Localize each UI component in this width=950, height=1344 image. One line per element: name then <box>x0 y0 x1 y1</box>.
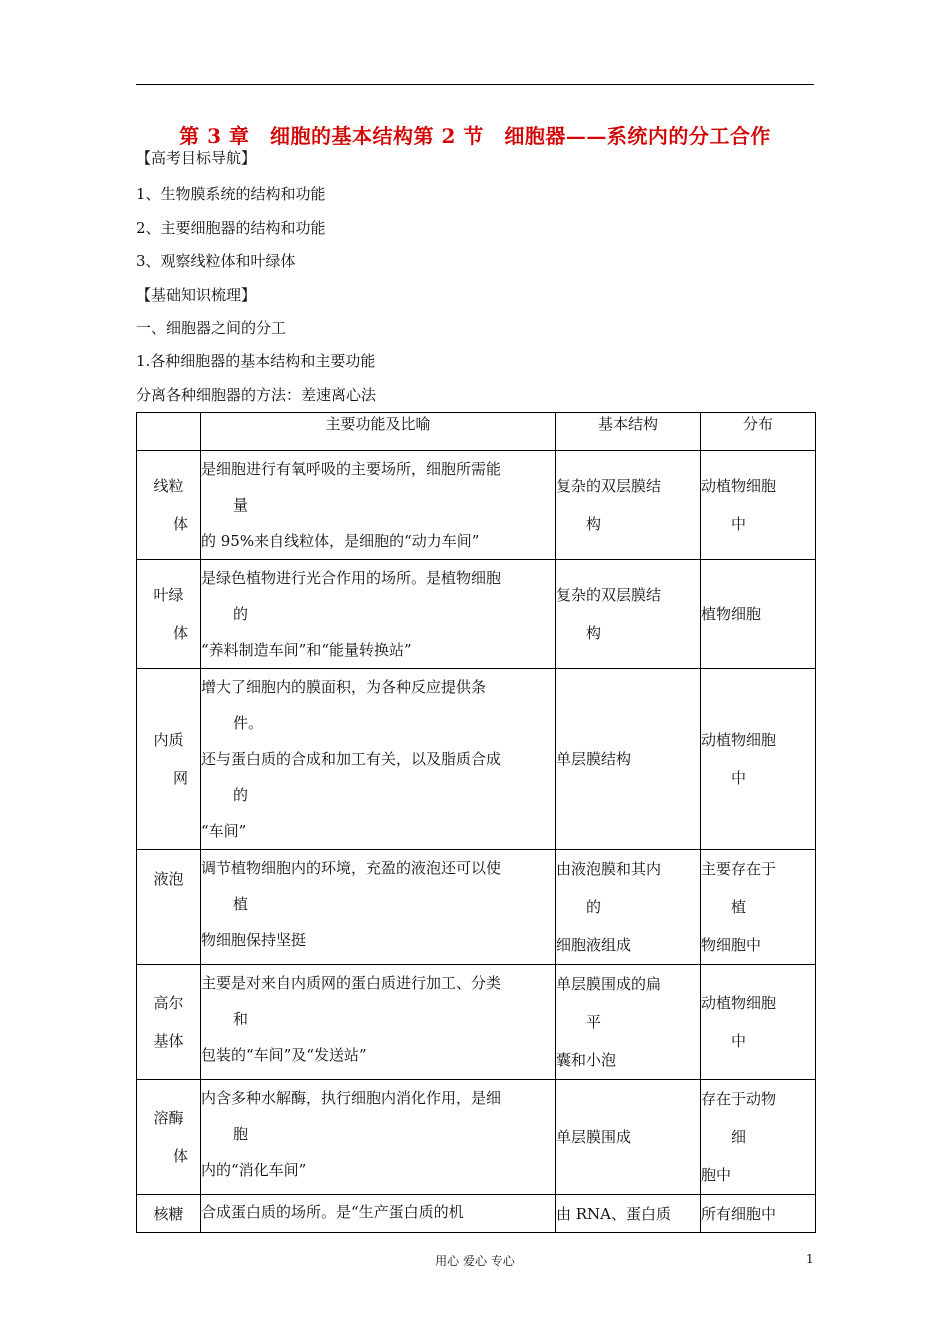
goal-item-2: 2、主要细胞器的结构和功能 <box>136 219 326 237</box>
organelle-distribution <box>701 451 816 560</box>
name-line: 叶绿 <box>153 586 184 604</box>
name-line: 高尔 <box>153 994 184 1012</box>
struct-line: 囊和小泡 <box>556 1051 617 1069</box>
func-line: 胞 <box>233 1125 249 1143</box>
organelle-function <box>201 1080 556 1195</box>
struct-line: 单层膜围成 <box>556 1128 632 1146</box>
struct-line: 平 <box>586 1013 602 1031</box>
struct-line: 细胞液组成 <box>556 936 632 954</box>
organelle-function <box>201 451 556 560</box>
name-line: 网 <box>172 769 188 787</box>
organelle-name <box>137 1080 201 1195</box>
func-line: 是绿色植物进行光合作用的场所。是植物细胞 <box>201 569 502 587</box>
func-line: 件。 <box>233 714 264 732</box>
dist-line: 动植物细胞 <box>701 731 777 749</box>
page-footer: 用心 爱心 专心 <box>435 1254 515 1268</box>
table-row <box>137 1195 816 1233</box>
dist-line: 中 <box>731 769 747 787</box>
name-line: 体 <box>172 515 188 533</box>
header-function: 主要功能及比喻 <box>201 413 556 451</box>
dist-line: 细 <box>731 1128 747 1146</box>
organelle-distribution <box>701 1195 816 1233</box>
func-line: 还与蛋白质的合成和加工有关，以及脂质合成 <box>201 750 502 768</box>
organelle-name <box>137 965 201 1080</box>
func-line: 是细胞进行有氧呼吸的主要场所，细胞所需能 <box>201 460 502 478</box>
organelle-distribution <box>701 850 816 965</box>
section-heading-basics: 【基础知识梳理】 <box>136 286 257 304</box>
struct-line: 单层膜围成的扁 <box>556 975 662 993</box>
subsection-heading: 一、细胞器之间的分工 <box>136 319 287 337</box>
dist-line: 主要存在于 <box>701 860 777 878</box>
organelle-structure <box>556 669 701 850</box>
organelle-structure <box>556 1080 701 1195</box>
organelle-function <box>201 965 556 1080</box>
table-row <box>137 1080 816 1195</box>
table-row <box>137 560 816 669</box>
organelle-structure <box>556 1195 701 1233</box>
dist-line: 动植物细胞 <box>701 477 777 495</box>
dist-line: 植物细胞 <box>701 605 762 623</box>
dist-line: 存在于动物 <box>701 1090 777 1108</box>
subsection-item: 1.各种细胞器的基本结构和主要功能 <box>136 352 376 370</box>
func-line: 调节植物细胞内的环境，充盈的液泡还可以使 <box>201 859 502 877</box>
func-line: 物细胞保持坚挺 <box>201 931 307 949</box>
name-line: 核糖 <box>153 1204 184 1223</box>
organelle-function <box>201 669 556 850</box>
organelle-name <box>137 1195 201 1233</box>
func-line: 的 <box>233 786 249 804</box>
table-row <box>137 669 816 850</box>
dist-line: 胞中 <box>701 1166 732 1184</box>
dist-line: 物细胞中 <box>701 936 762 954</box>
organelle-name <box>137 850 201 965</box>
name-line: 内质 <box>153 731 184 749</box>
organelle-distribution <box>701 1080 816 1195</box>
struct-line: 构 <box>586 515 602 533</box>
name-line: 溶酶 <box>153 1109 184 1127</box>
table-row <box>137 451 816 560</box>
func-line: 包装的“车间”及“发送站” <box>201 1046 367 1064</box>
func-line: 和 <box>233 1010 249 1028</box>
struct-line: 复杂的双层膜结 <box>556 477 662 495</box>
dist-line: 动植物细胞 <box>701 994 777 1012</box>
func-line: 植 <box>233 895 249 913</box>
organelle-structure <box>556 451 701 560</box>
func-line: 合成蛋白质的场所。是“生产蛋白质的机 <box>201 1203 464 1221</box>
header-structure: 基本结构 <box>556 413 701 451</box>
name-line: 线粒 <box>153 477 184 495</box>
struct-line: 由 RNA、蛋白质 <box>556 1204 672 1223</box>
page-title: 第 3 章 细胞的基本结构第 2 节 细胞器——系统内的分工合作 <box>179 124 771 148</box>
func-line: 内含多种水解酶，执行细胞内消化作用，是细 <box>201 1089 502 1107</box>
organelle-distribution <box>701 560 816 669</box>
goal-item-3: 3、观察线粒体和叶绿体 <box>136 252 296 270</box>
organelle-name <box>137 560 201 669</box>
struct-line: 由液泡膜和其内 <box>556 860 662 878</box>
header-distribution: 分布 <box>701 413 816 451</box>
struct-line: 复杂的双层膜结 <box>556 586 662 604</box>
organelle-structure <box>556 965 701 1080</box>
name-line: 基体 <box>153 1032 184 1050</box>
page-number: 1 <box>806 1252 814 1266</box>
struct-line: 的 <box>586 898 602 916</box>
organelle-name <box>137 451 201 560</box>
organelle-function <box>201 850 556 965</box>
func-line: 增大了细胞内的膜面积，为各种反应提供条 <box>201 678 487 696</box>
organelle-table <box>136 412 816 1233</box>
organelle-structure <box>556 560 701 669</box>
struct-line: 单层膜结构 <box>556 750 632 768</box>
struct-line: 构 <box>586 624 602 642</box>
organelle-function <box>201 560 556 669</box>
func-line: 量 <box>233 496 249 514</box>
func-line: 主要是对来自内质网的蛋白质进行加工、分类 <box>201 974 502 992</box>
dist-line: 中 <box>731 1032 747 1050</box>
func-line: “车间” <box>201 822 247 840</box>
name-line: 液泡 <box>153 870 184 888</box>
header-rule <box>136 84 814 85</box>
organelle-structure <box>556 850 701 965</box>
organelle-distribution <box>701 965 816 1080</box>
section-heading-goals: 【高考目标导航】 <box>136 149 257 167</box>
table-row <box>137 965 816 1080</box>
organelle-name <box>137 669 201 850</box>
func-line: 的 <box>233 605 249 623</box>
table-row <box>137 850 816 965</box>
separation-method: 分离各种细胞器的方法：差速离心法 <box>136 386 377 404</box>
func-line: “养料制造车间”和“能量转换站” <box>201 641 412 659</box>
func-line: 内的“消化车间” <box>201 1161 307 1179</box>
table-header-row <box>137 413 816 451</box>
organelle-function <box>201 1195 556 1233</box>
organelle-distribution <box>701 669 816 850</box>
dist-line: 中 <box>731 515 747 533</box>
header-blank <box>137 413 201 451</box>
name-line: 体 <box>172 1147 188 1165</box>
dist-line: 所有细胞中 <box>701 1204 777 1223</box>
goal-item-1: 1、生物膜系统的结构和功能 <box>136 185 326 203</box>
name-line: 体 <box>172 624 188 642</box>
dist-line: 植 <box>731 898 747 916</box>
func-line: 的 95%来自线粒体，是细胞的“动力车间” <box>201 532 480 550</box>
